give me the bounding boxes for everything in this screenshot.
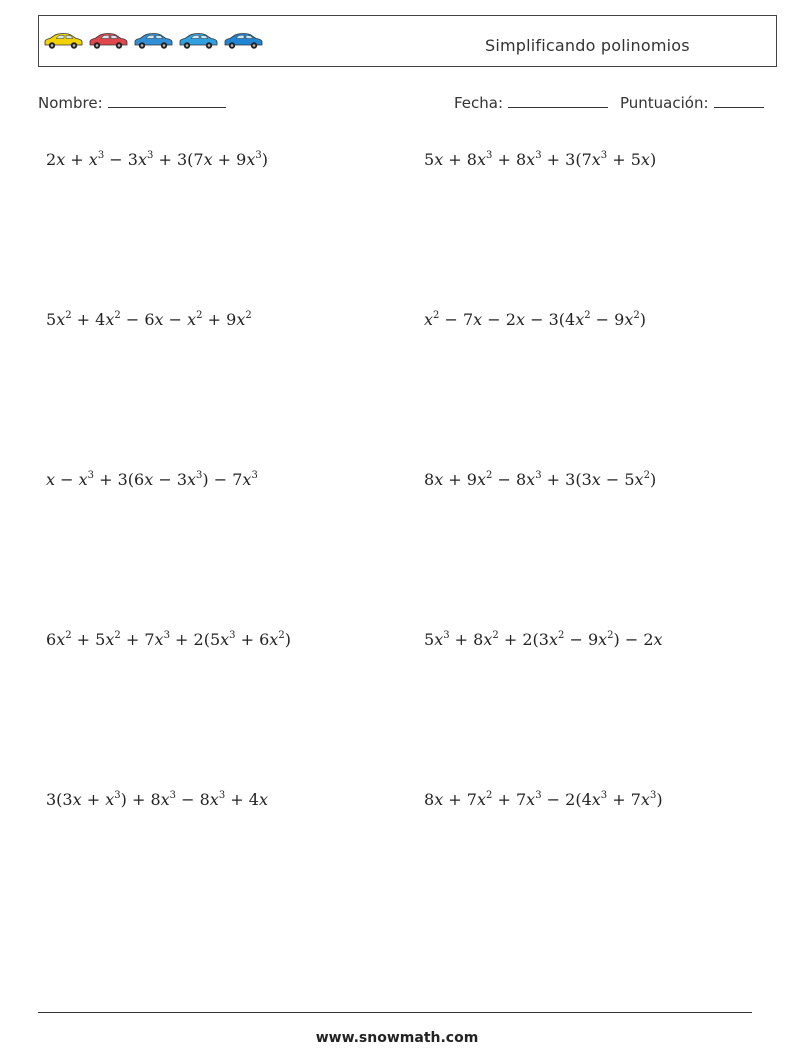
problem-7: $6x^2 + 5x^2 + 7x^3 + 2(5x^3 + 6x^2)$ [46, 630, 291, 649]
problem-3: $5x^2 + 4x^2 - 6x - x^2 + 9x^2$ [46, 310, 252, 329]
score-label: Puntuación: [620, 94, 709, 112]
score-field [620, 94, 764, 112]
name-label: Nombre: [38, 94, 103, 112]
problem-10: $8x + 7x^2 + 7x^3 - 2(4x^3 + 7x^3)$ [424, 790, 663, 809]
problem-8: $5x^3 + 8x^2 + 2(3x^2 - 9x^2) - 2x$ [424, 630, 663, 649]
car-icon [222, 30, 264, 52]
car-icon [177, 30, 219, 52]
worksheet-header [38, 15, 777, 67]
footer-url: www.snowmath.com [315, 1030, 479, 1046]
problem-9: $3(3x + x^3) + 8x^3 - 8x^3 + 4x$ [46, 790, 268, 809]
problem-5: $x - x^3 + 3(6x - 3x^3) - 7x^3$ [46, 470, 258, 489]
car-icon [132, 30, 174, 52]
problem-2: $5x + 8x^3 + 8x^3 + 3(7x^3 + 5x)$ [424, 150, 657, 169]
name-blank[interactable] [108, 95, 226, 108]
worksheet-title: Simplificando polinomios [485, 36, 690, 55]
car-icon [42, 30, 84, 52]
date-field [454, 94, 608, 112]
footer-divider [38, 1012, 752, 1013]
date-label: Fecha: [454, 94, 504, 112]
problem-4: $x^2 - 7x - 2x - 3(4x^2 - 9x^2)$ [424, 310, 647, 329]
car-icon [87, 30, 129, 52]
problem-1: $2x + x^3 - 3x^3 + 3(7x + 9x^3)$ [46, 150, 269, 169]
date-blank[interactable] [508, 95, 608, 108]
problem-6: $8x + 9x^2 - 8x^3 + 3(3x - 5x^2)$ [424, 470, 657, 489]
name-field [38, 94, 226, 112]
score-blank[interactable] [714, 95, 764, 108]
car-icons [42, 30, 264, 52]
